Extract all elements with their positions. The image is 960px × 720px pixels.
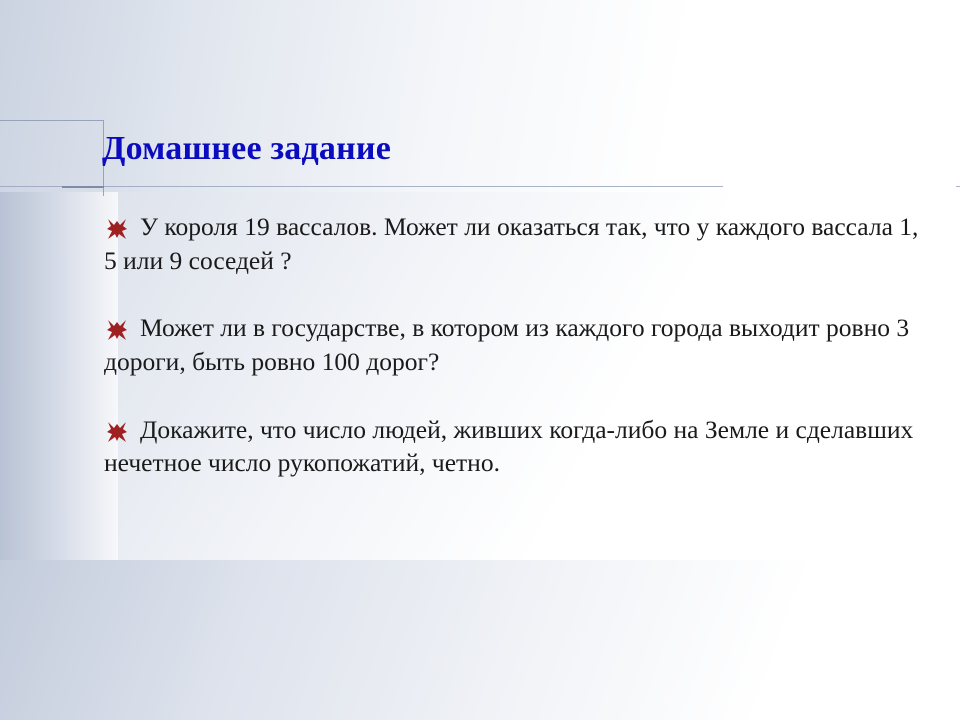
list-item-text: Может ли в государстве, в котором из каждого города выходит ровно 3 дороги, быть ровно 100 дорог? [104,313,910,376]
list-item [104,210,920,277]
illustration-background [723,4,956,194]
list-item-text: У короля 19 вассалов. Может ли оказаться так, что у каждого вассала 1, 5 или 9 соседей ? [104,212,919,275]
red-x-bullet-icon [104,216,130,242]
boy-thinking-at-blackboard-illustration [723,4,956,194]
bottom-gradient-fill [0,560,960,720]
page-title: Домашнее задание [102,130,391,167]
list-item [104,311,920,378]
dash-accent [62,186,104,188]
list-item [104,413,920,480]
horizontal-rule-short [0,120,103,121]
list-item-text: Докажите, что число людей, живших когда-либо на Земле и сделавших нечетное число рукопожатий, четно. [104,414,914,478]
bullet-list [104,210,920,514]
red-x-bullet-icon [104,317,130,343]
red-x-bullet-icon [104,419,130,445]
